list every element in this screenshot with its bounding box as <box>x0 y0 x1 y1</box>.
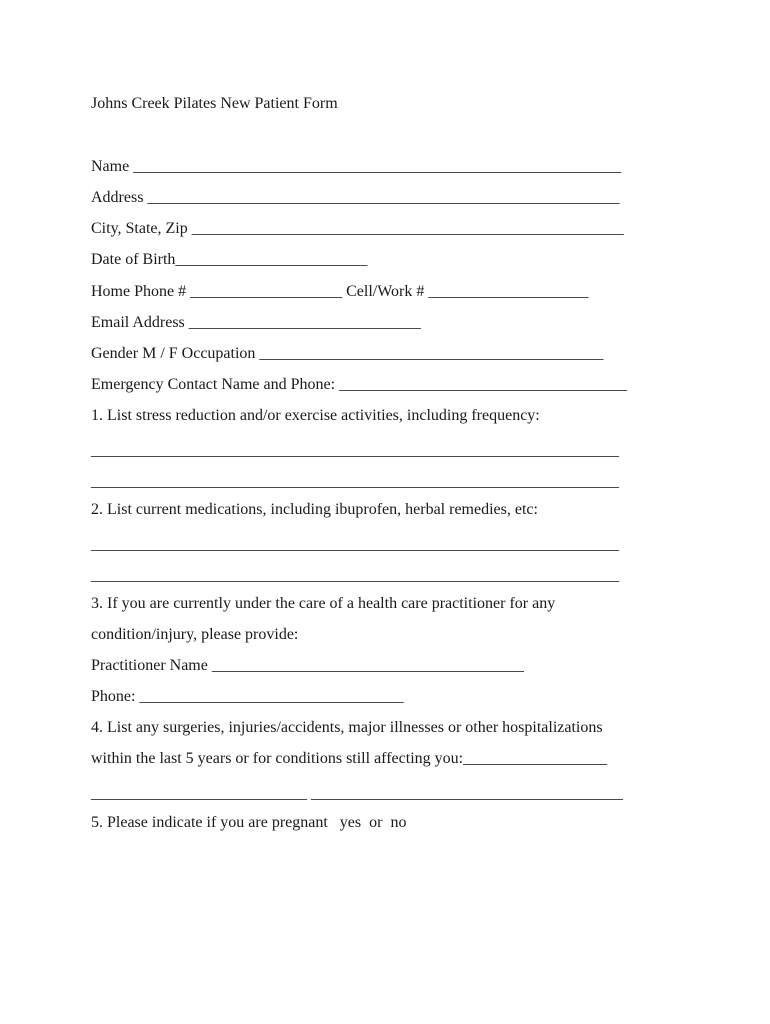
city-state-zip-field[interactable]: City, State, Zip ______________________________________________________ <box>91 220 624 237</box>
email-field[interactable]: Email Address _____________________________ <box>91 314 421 331</box>
question-2-answer-line-1[interactable]: __________________________________________________________________ <box>91 536 619 553</box>
question-5: 5. Please indicate if you are pregnant yes or no <box>91 814 407 831</box>
question-4: 4. List any surgeries, injuries/accidents, major illnesses or other hospitalizations <box>91 719 603 736</box>
practitioner-name-field[interactable]: Practitioner Name _______________________________________ <box>91 657 524 674</box>
name-field[interactable]: Name _____________________________________________________________ <box>91 158 622 175</box>
question-3-continued: condition/injury, please provide: <box>91 626 299 643</box>
form-title: Johns Creek Pilates New Patient Form <box>91 95 338 112</box>
question-2-answer-line-2[interactable]: __________________________________________________________________ <box>91 567 619 584</box>
question-2: 2. List current medications, including ibuprofen, herbal remedies, etc: <box>91 501 538 518</box>
emergency-contact-field[interactable]: Emergency Contact Name and Phone: ____________________________________ <box>91 376 628 393</box>
address-field[interactable]: Address ___________________________________________________________ <box>91 189 620 206</box>
question-1-answer-line-1[interactable]: __________________________________________________________________ <box>91 442 619 459</box>
date-of-birth-field[interactable]: Date of Birth________________________ <box>91 251 368 268</box>
gender-occupation-field[interactable]: Gender M / F Occupation ___________________________________________ <box>91 345 604 362</box>
question-1: 1. List stress reduction and/or exercise activities, including frequency: <box>91 407 540 424</box>
question-1-answer-line-2[interactable]: __________________________________________________________________ <box>91 473 619 490</box>
question-4-continued[interactable]: within the last 5 years or for conditions still affecting you:__________________ <box>91 750 608 767</box>
phone-fields[interactable]: Home Phone # ___________________ Cell/Work # ____________________ <box>91 283 589 300</box>
question-3: 3. If you are currently under the care of a health care practitioner for any <box>91 595 556 612</box>
question-4-answer-line[interactable]: ___________________________ _______________________________________ <box>91 785 623 802</box>
practitioner-phone-field[interactable]: Phone: _________________________________ <box>91 688 404 705</box>
